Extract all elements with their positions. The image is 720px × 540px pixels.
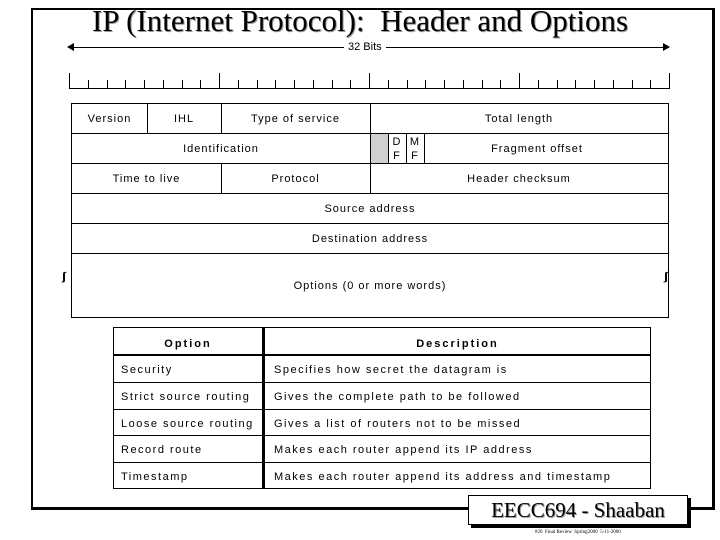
bit-tick [613,80,614,89]
bit-tick [669,73,670,89]
table-header-description: Description [416,338,499,350]
bit-tick [163,80,164,89]
continuation-mark-right: ∫∫ [664,271,667,283]
bit-tick [238,80,239,89]
bit-tick [407,80,408,89]
bit-tick [594,80,595,89]
option-name: Record route [121,444,203,456]
arrow-right-icon [663,43,670,51]
option-name: Loose source routing [121,418,254,430]
option-name: Strict source routing [121,391,251,403]
continuation-mark-left: ∫∫ [62,271,65,283]
bit-tick [463,80,464,89]
option-description: Makes each router append its address and timestamp [274,471,612,483]
header-divider [114,354,650,356]
field-destination-address: Destination address [311,233,429,245]
bit-tick [332,80,333,89]
field-version: Version [87,113,132,125]
field-fragment-offset: Fragment offset [491,143,583,155]
field-time-to-live: Time to live [112,173,181,185]
bit-tick [275,80,276,89]
slide-title: IP (Internet Protocol): Header and Options [91,3,629,38]
bit-tick [538,80,539,89]
bit-tick [575,80,576,89]
bit-tick [294,80,295,89]
field-total-length: Total length [484,113,554,125]
row-divider [114,462,650,463]
bit-tick [519,73,520,89]
row-divider [72,193,668,194]
column-divider [262,328,265,488]
row-divider [72,253,668,254]
table-header-option: Option [164,338,212,350]
flag-mf-m: M [409,136,421,148]
bit-tick [388,80,389,89]
row-divider [72,223,668,224]
bit-tick [444,80,445,89]
bit-tick [425,80,426,89]
flag-df-d: D [392,136,402,148]
slide-footer: #20 Final Review Spring2000 5-11-2000 [535,530,621,535]
row-divider [114,435,650,436]
arrow-left-icon [67,43,74,51]
option-description: Gives a list of routers not to be missed [274,418,522,430]
field-protocol: Protocol [271,173,320,185]
field-header-checksum: Header checksum [467,173,571,185]
flag-mf-f: F [411,150,419,162]
bit-tick [313,80,314,89]
option-name: Timestamp [121,471,189,483]
bit-tick [557,80,558,89]
field-divider [370,133,371,163]
field-ihl: IHL [173,113,195,125]
bit-tick [350,80,351,89]
bit-tick [500,80,501,89]
bit-tick [632,80,633,89]
bit-tick [107,80,108,89]
bit-width-label: 32 Bits [344,40,386,54]
field-identification: Identification [183,143,259,155]
option-description: Gives the complete path to be followed [274,391,521,403]
bit-tick [369,73,370,89]
row-divider [114,409,650,410]
bit-tick [125,80,126,89]
field-type-of-service: Type of service [251,113,340,125]
bit-ruler [69,73,669,89]
bit-tick [219,73,220,89]
bit-tick [182,80,183,89]
options-table [113,327,651,489]
bit-tick [482,80,483,89]
bit-tick [144,80,145,89]
field-source-address: Source address [324,203,416,215]
row-divider [114,382,650,383]
course-badge: EECC694 - Shaaban [468,495,688,525]
option-name: Security [121,364,173,376]
ip-header-diagram [71,103,669,318]
flag-df-f: F [393,150,401,162]
bit-tick [257,80,258,89]
reserved-flag-bit [371,134,388,163]
field-options: Options (0 or more words) [293,280,447,292]
bit-tick [200,80,201,89]
option-description: Specifies how secret the datagram is [274,364,508,376]
bit-tick [69,73,70,89]
option-description: Makes each router append its IP address [274,444,533,456]
bit-tick [650,80,651,89]
bit-tick [88,80,89,89]
